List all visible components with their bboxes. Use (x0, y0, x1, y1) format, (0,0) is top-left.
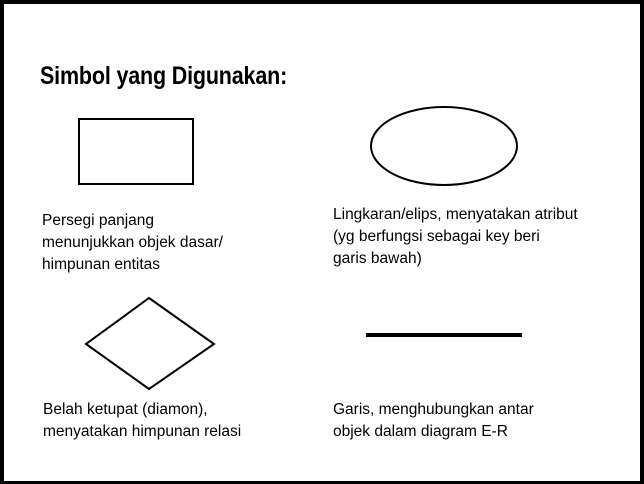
ellipse-caption (333, 204, 578, 270)
caption-line: Belah ketupat (diamon), (43, 401, 208, 418)
caption-line: Persegi panjang (42, 212, 155, 229)
caption-line: objek dalam diagram E-R (333, 423, 508, 440)
ellipse-shape (371, 107, 517, 185)
caption-line: menyatakan himpunan relasi (43, 423, 242, 440)
rectangle-symbol (78, 118, 196, 188)
caption-line: (yg berfungsi sebagai key beri (333, 228, 540, 245)
caption-line: himpunan entitas (42, 256, 161, 273)
diamond-caption (43, 399, 241, 443)
caption-line: garis bawah) (333, 250, 422, 267)
diamond-symbol (84, 296, 218, 394)
slide-title: Simbol yang Digunakan: (40, 62, 288, 90)
rectangle-caption (42, 210, 223, 276)
line-caption (333, 399, 534, 443)
line-symbol (364, 330, 526, 340)
rectangle-shape (79, 119, 193, 184)
caption-line: menunjukkan objek dasar/ (42, 234, 223, 251)
diamond-shape (86, 298, 214, 389)
caption-line: Garis, menghubungkan antar (333, 401, 534, 418)
ellipse-symbol (368, 104, 520, 190)
caption-line: Lingkaran/elips, menyatakan atribut (333, 206, 578, 223)
